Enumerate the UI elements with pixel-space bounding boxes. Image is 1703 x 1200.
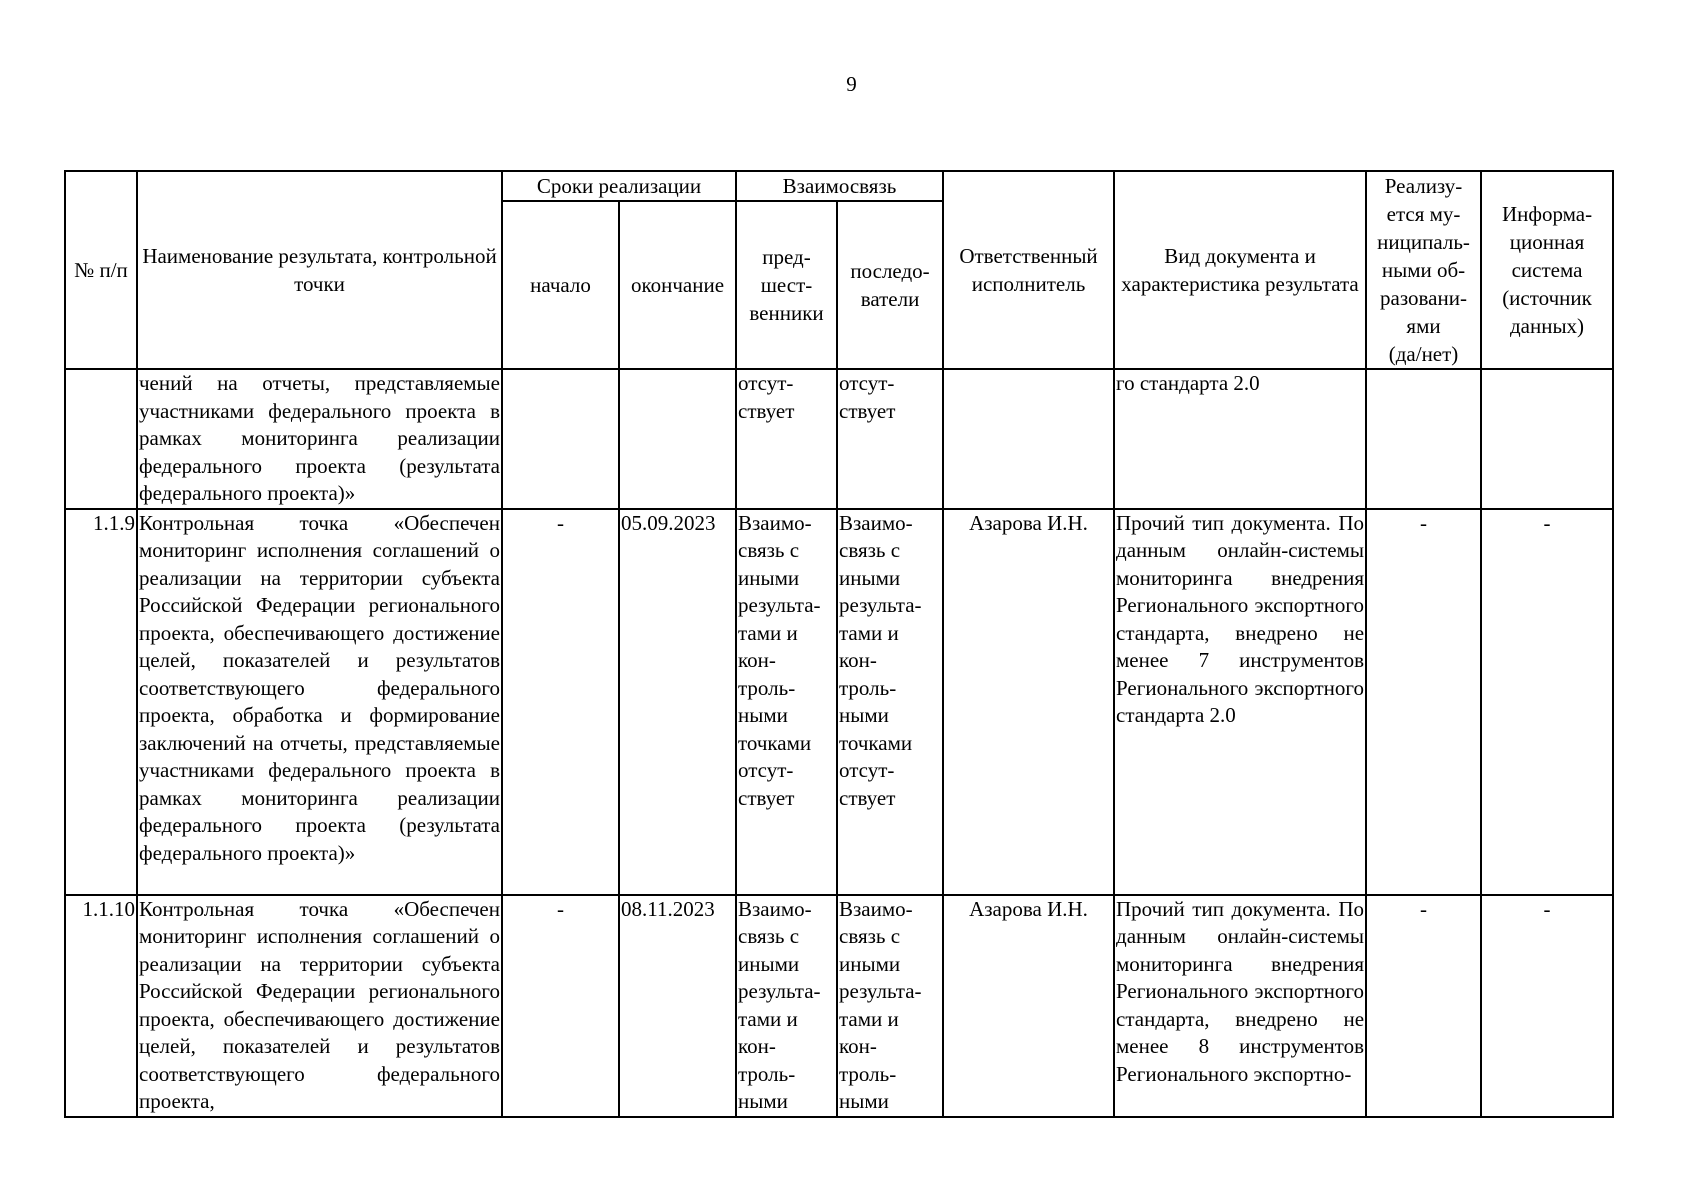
row-responsible [943, 369, 1114, 509]
row-info-system: - [1481, 895, 1613, 1117]
row-num: 1.1.9 [65, 509, 137, 895]
table-row [65, 509, 1613, 895]
header-responsible: Ответственный исполнитель [943, 171, 1114, 369]
row-doc-type: Прочий тип документа. По данным онлайн-системы мониторинга внедрения Регионального экспортного стандарта, внедрено не менее 7 инструментов Регионального экспортного стандарта 2.0 [1114, 509, 1366, 895]
table-row [65, 895, 1613, 1117]
row-successors: Взаимо- связь с иными результа- тами и кон- троль- ными [837, 895, 943, 1117]
header-info-system: Информа- ционная система (источник данных) [1481, 171, 1613, 369]
row-start: - [502, 509, 619, 895]
row-start [502, 369, 619, 509]
row-municipal: - [1366, 509, 1481, 895]
row-name: чений на отчеты, представляемые участниками федерального проекта в рамках мониторинга реализации федерального проекта (результата федерального проекта)» [137, 369, 502, 509]
row-successors: отсут- ствует [837, 369, 943, 509]
row-responsible: Азарова И.Н. [943, 509, 1114, 895]
header-doc-type: Вид документа и характеристика результата [1114, 171, 1366, 369]
row-num: 1.1.10 [65, 895, 137, 1117]
results-table [64, 170, 1614, 1118]
header-name: Наименование результата, контрольной точки [137, 171, 502, 369]
header-predecessors: пред- шест- венники [736, 201, 837, 369]
row-predecessors: Взаимо- связь с иными результа- тами и кон- троль- ными [736, 895, 837, 1117]
header-start: начало [502, 201, 619, 369]
row-municipal: - [1366, 895, 1481, 1117]
row-end: 08.11.2023 [619, 895, 736, 1117]
header-timeline: Сроки реализации [502, 171, 736, 201]
header-num: № п/п [65, 171, 137, 369]
row-successors: Взаимо- связь с иными результа- тами и кон- троль- ными точками отсут- ствует [837, 509, 943, 895]
row-predecessors: отсут- ствует [736, 369, 837, 509]
row-start: - [502, 895, 619, 1117]
row-num [65, 369, 137, 509]
row-doc-type: Прочий тип документа. По данным онлайн-системы мониторинга внедрения Регионального экспортного стандарта, внедрено не менее 8 инструментов Регионального экспортно- [1114, 895, 1366, 1117]
row-info-system: - [1481, 509, 1613, 895]
row-end: 05.09.2023 [619, 509, 736, 895]
header-row-top [65, 171, 1613, 201]
page-number: 9 [846, 72, 857, 96]
row-predecessors: Взаимо- связь с иными результа- тами и кон- троль- ными точками отсут- ствует [736, 509, 837, 895]
row-info-system [1481, 369, 1613, 509]
header-end: окончание [619, 201, 736, 369]
row-doc-type: го стандарта 2.0 [1114, 369, 1366, 509]
header-successors: последо- ватели [837, 201, 943, 369]
row-end [619, 369, 736, 509]
row-responsible: Азарова И.Н. [943, 895, 1114, 1117]
row-name: Контрольная точка «Обеспечен мониторинг исполнения соглашений о реализации на территории субъекта Российской Федерации регионального проекта, обеспечивающего достижение целей, показателей и результатов соответствующего федерального проекта, обработка и формирование заключений на отчеты, представляемые участниками федерального проекта в рамках мониторинга реализации федерального проекта (результата федерального проекта)» [137, 509, 502, 895]
header-municipal: Реализу- ется му- ниципаль- ными об- разовани- ями (да/нет) [1366, 171, 1481, 369]
header-relation: Взаимосвязь [736, 171, 943, 201]
row-name: Контрольная точка «Обеспечен мониторинг исполнения соглашений о реализации на территории субъекта Российской Федерации регионального проекта, обеспечивающего достижение целей, показателей и результатов соответствующего федерального проекта, [137, 895, 502, 1117]
table-row [65, 369, 1613, 509]
row-municipal [1366, 369, 1481, 509]
